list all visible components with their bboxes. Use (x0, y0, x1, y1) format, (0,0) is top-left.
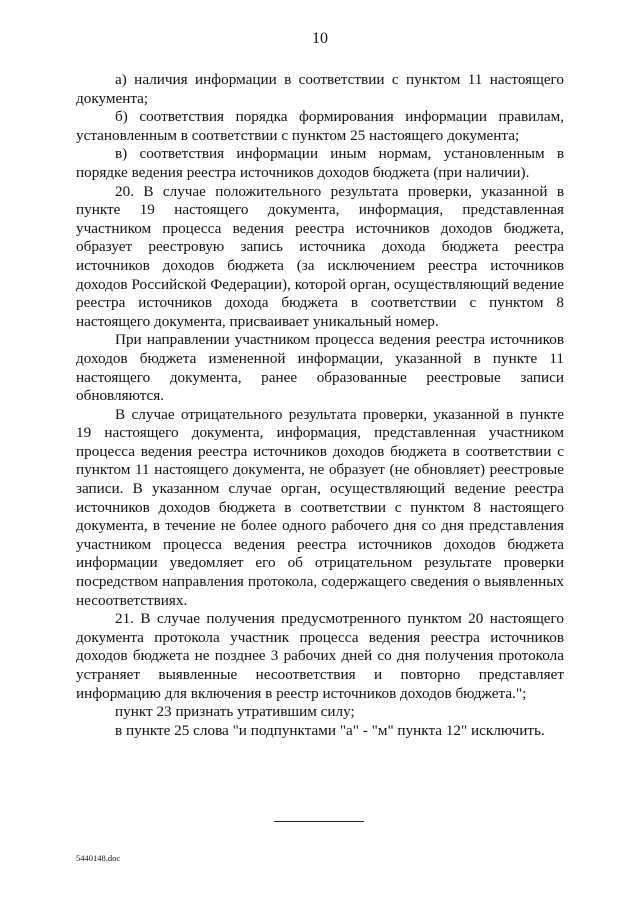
subitem-b: б) соответствия порядка формирования информации правилам, установленным в соответствии с пунктом 25 настоящего документа; (76, 108, 564, 144)
clause-25-amendment: в пункте 25 слова "и подпунктами "а" - "м" пункта 12" исключить. (115, 721, 545, 739)
clause-23-repeal: пункт 23 признать утратившим силу; (115, 703, 355, 721)
document-file-code: 5440148.doc (76, 853, 121, 863)
clause-20: 20. В случае положительного результата проверки, указанной в пункте 19 настоящего документа, информация, представленная участником процесса ведения реестра источников доходов бюджета, образует реестровую запись источника дохода бюджета реестра источников доходов бюджета (за исключением реестра источников доходов Российской Федерации), которой орган, осуществляющий ведение реестра источников дохода бюджета в соответствии с пунктом 8 настоящего документа, присваивает уникальный номер. (76, 182, 564, 330)
subitem-a: а) наличия информации в соответствии с пунктом 11 настоящего документа; (76, 71, 564, 107)
page-number: 10 (312, 30, 328, 47)
document-body (76, 71, 564, 740)
clause-21: 21. В случае получения предусмотренного пунктом 20 настоящего документа протокола участник процесса ведения реестра источников доходов бюджета не позднее 3 рабочих дней со дня получения протокола устраняет выявленные несоответствия и повторно представляет информацию для включения в реестр источников доходов бюджета."; (76, 610, 564, 702)
end-divider-line (274, 821, 364, 822)
clause-20-update-paragraph: При направлении участником процесса ведения реестра источников доходов бюджета измененной информации, указанной в пункте 11 настоящего документа, ранее образованные реестровые записи обновляются. (76, 331, 564, 405)
subitem-v: в) соответствия информации иным нормам, установленным в порядке ведения реестра источников доходов бюджета (при наличии). (76, 145, 564, 181)
clause-20-negative-result-paragraph: В случае отрицательного результата проверки, указанной в пункте 19 настоящего документа, информация, представленная участником процесса ведения реестра источников доходов бюджета в соответствии с пунктом 11 настоящего документа, не образует (не обновляет) реестровые записи. В указанном случае орган, осуществляющий ведение реестра источников доходов бюджета в соответствии с пунктом 8 настоящего документа, в течение не более одного рабочего дня со дня представления участником процесса ведения реестра источников доходов бюджета информации уведомляет его об отрицательном результате проверки посредством направления протокола, содержащего сведения о выявленных несоответствиях. (76, 405, 564, 609)
